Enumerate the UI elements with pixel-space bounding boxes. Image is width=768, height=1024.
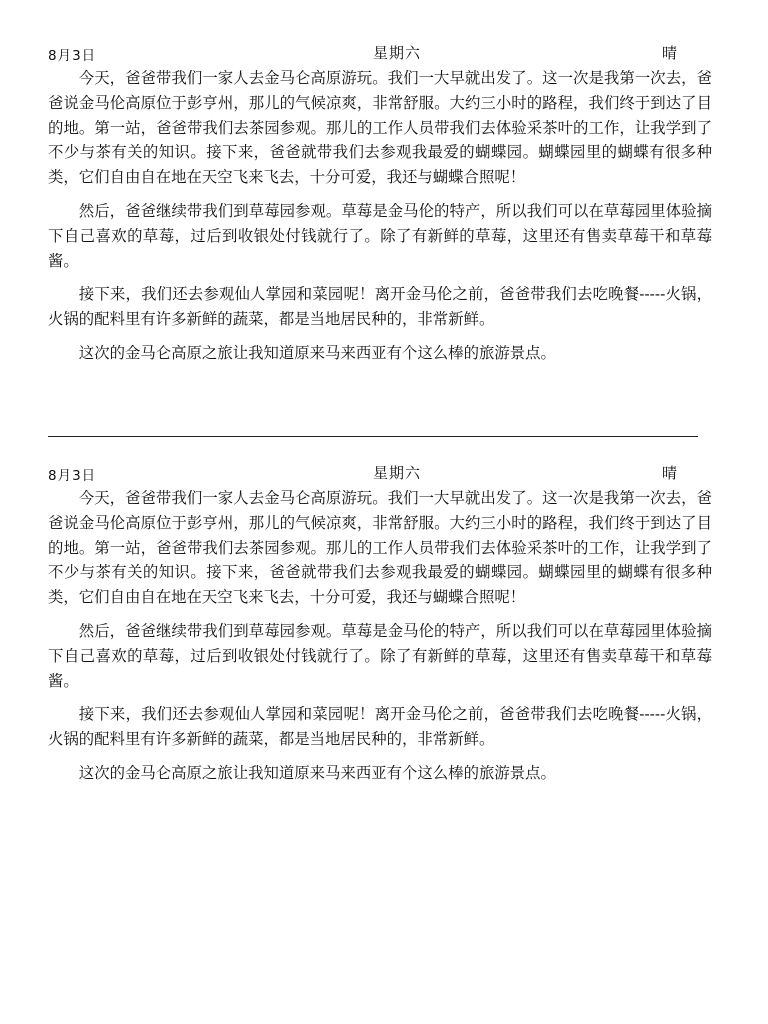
entry-weather: 晴 — [662, 44, 678, 62]
divider-line — [48, 436, 698, 437]
paragraph: 接下来，我们还去参观仙人掌园和菜园呢！离开金马伦之前，爸爸带我们去吃晚餐-----火锅，火锅的配料里有许多新鲜的蔬菜，都是当地居民种的，非常新鲜。 — [48, 705, 712, 749]
paragraph: 今天，爸爸带我们一家人去金马仑高原游玩。我们一大早就出发了。这一次是我第一次去，爸爸说金马伦高原位于彭亨州，那儿的气候凉爽，非常舒服。大约三小时的路程，我们终于到达了目的地。第一站，爸爸带我们去茶园参观。那儿的工作人员带我们去体验采茶叶的工作，让我学到了不少与茶有关的知识。接下来，爸爸就带我们去参观我最爱的蝴蝶园。蝴蝶园里的蝴蝶有很多种类，它们自由自在地在天空飞来飞去，十分可爱，我还与蝴蝶合照呢！ — [48, 69, 712, 187]
entry-weekday: 星期六 — [373, 44, 422, 62]
diary-entry — [48, 40, 712, 366]
diary-entry — [48, 460, 712, 786]
entry-header — [48, 460, 712, 486]
paragraph: 这次的金马仑高原之旅让我知道原来马来西亚有个这么棒的旅游景点。 — [78, 763, 556, 782]
entry-header — [48, 40, 712, 66]
paragraph: 然后，爸爸继续带我们到草莓园参观。草莓是金马伦的特产，所以我们可以在草莓园里体验摘下自己喜欢的草莓，过后到收银处付钱就行了。除了有新鲜的草莓，这里还有售卖草莓干和草莓酱。 — [48, 621, 712, 690]
paragraph: 这次的金马仑高原之旅让我知道原来马来西亚有个这么棒的旅游景点。 — [78, 343, 556, 362]
entry-date: 8月3日 — [48, 468, 97, 484]
paragraph: 今天，爸爸带我们一家人去金马仑高原游玩。我们一大早就出发了。这一次是我第一次去，爸爸说金马伦高原位于彭亨州，那儿的气候凉爽，非常舒服。大约三小时的路程，我们终于到达了目的地。第一站，爸爸带我们去茶园参观。那儿的工作人员带我们去体验采茶叶的工作，让我学到了不少与茶有关的知识。接下来，爸爸就带我们去参观我最爱的蝴蝶园。蝴蝶园里的蝴蝶有很多种类，它们自由自在地在天空飞来飞去，十分可爱，我还与蝴蝶合照呢！ — [48, 489, 712, 607]
entry-date: 8月3日 — [48, 48, 97, 64]
entry-body — [48, 66, 712, 366]
paragraph: 然后，爸爸继续带我们到草莓园参观。草莓是金马伦的特产，所以我们可以在草莓园里体验摘下自己喜欢的草莓，过后到收银处付钱就行了。除了有新鲜的草莓，这里还有售卖草莓干和草莓酱。 — [48, 201, 712, 270]
entry-body — [48, 486, 712, 786]
paragraph: 接下来，我们还去参观仙人掌园和菜园呢！离开金马伦之前，爸爸带我们去吃晚餐-----火锅，火锅的配料里有许多新鲜的蔬菜，都是当地居民种的，非常新鲜。 — [48, 285, 712, 329]
entry-weekday: 星期六 — [373, 464, 422, 482]
entry-weather: 晴 — [662, 464, 678, 482]
